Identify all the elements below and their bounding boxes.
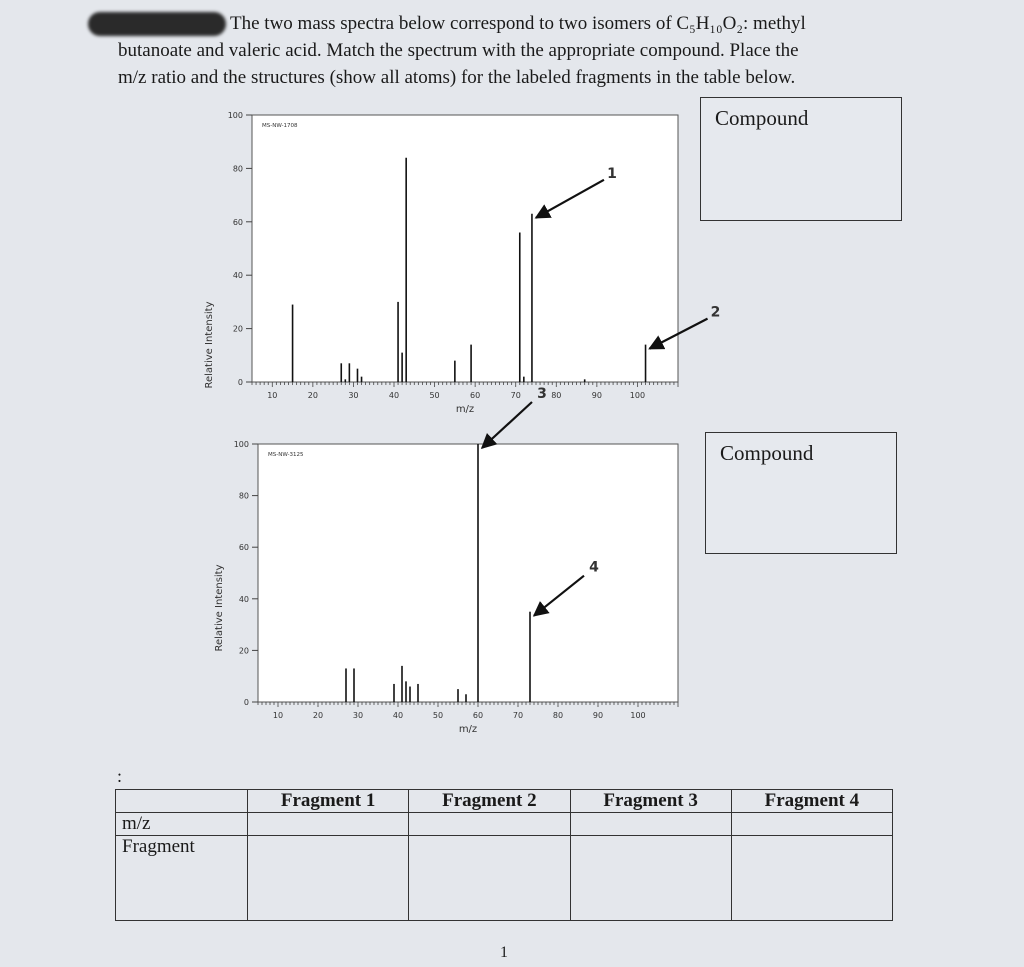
compound-box-1-label: Compound [715, 106, 809, 130]
chart1-title: MS-NW-1708 [262, 123, 298, 129]
mass-spectrum-1 [0, 100, 721, 440]
chart2-title: MS-NW-3125 [268, 452, 304, 458]
table-header-row [116, 790, 893, 813]
chart1-y-tick-label-4: 80 [232, 164, 243, 174]
chart2-x-tick-label-0: 10 [272, 711, 284, 720]
chart1-x-tick-label-5: 60 [470, 391, 481, 400]
chart2-x-tick-label-2: 30 [352, 711, 364, 720]
row-label-fragment: Fragment [116, 836, 248, 921]
chart1-ylabel: Relative Intensity [204, 301, 215, 389]
chart1-y-tick-label-2: 40 [232, 271, 243, 281]
chart1-x-tick-label-0: 10 [267, 391, 278, 400]
mz-cell-2[interactable] [409, 813, 570, 836]
header-fragment-2: Fragment 2 [409, 790, 570, 813]
chart2-x-tick-label-8: 90 [592, 711, 604, 720]
chart1-y-tick-label-3: 60 [232, 217, 243, 227]
fragment-cell-3[interactable] [570, 836, 731, 921]
chart1-x-tick-label-1: 20 [307, 391, 318, 400]
chart1-y-tick-label-0: 0 [237, 378, 243, 387]
chart1-x-tick-label-3: 40 [388, 391, 400, 400]
chart1-annotation-label-2: 2 [710, 304, 721, 321]
header-fragment-3: Fragment 3 [570, 790, 731, 813]
table-row-fragment [116, 836, 893, 921]
header-fragment-4: Fragment 4 [731, 790, 892, 813]
chart2-plot-area [258, 444, 678, 702]
mz-cell-1[interactable] [248, 813, 409, 836]
chart2-x-tick-label-5: 60 [472, 711, 484, 720]
mz-cell-4[interactable] [731, 813, 892, 836]
chart2-xlabel: m/z [458, 724, 478, 735]
chart2-x-tick-label-6: 70 [512, 711, 524, 720]
chart2-x-tick-label-7: 80 [552, 711, 564, 720]
table-row-mz [116, 813, 893, 836]
intro-text [118, 10, 918, 91]
chart2-x-tick-label-1: 20 [312, 711, 324, 720]
fragment-table [115, 789, 893, 921]
intro-line-2: butanoate and valeric acid. Match the spectrum with the appropriate compound. Place the [118, 40, 799, 61]
chart2-y-tick-label-3: 60 [238, 543, 249, 553]
chart2-y-tick-label-4: 80 [238, 491, 249, 501]
chart1-y-tick-label-5: 100 [227, 111, 243, 120]
chart2-y-tick-label-2: 40 [238, 594, 249, 604]
fragment-cell-1[interactable] [248, 836, 409, 921]
chart2-y-tick-label-5: 100 [233, 440, 249, 449]
colon-mark: : [117, 766, 123, 786]
fragment-cell-2[interactable] [409, 836, 570, 921]
chart1-x-tick-label-9: 100 [629, 391, 646, 400]
chart2-x-tick-label-3: 40 [392, 711, 404, 720]
chart1-annotation-label-1: 1 [607, 165, 617, 182]
header-blank [116, 790, 248, 813]
chart2-y-tick-label-1: 20 [238, 646, 249, 656]
mass-spectrum-2 [0, 386, 700, 750]
chart2-y-tick-label-0: 0 [243, 698, 249, 707]
chart2-x-tick-label-9: 100 [630, 711, 646, 720]
chart1-x-tick-label-7: 80 [551, 391, 562, 400]
chart2-x-tick-label-4: 50 [432, 711, 444, 720]
chart1-x-tick-label-2: 30 [348, 391, 359, 400]
page-number: 1 [500, 944, 508, 961]
compound-box-2[interactable] [705, 432, 897, 554]
row-label-mz: m/z [116, 813, 248, 836]
chart1-xlabel: m/z [455, 404, 475, 415]
chart1-x-tick-label-8: 90 [591, 391, 602, 400]
chart1-x-tick-label-4: 50 [429, 391, 440, 400]
header-fragment-1: Fragment 1 [248, 790, 409, 813]
compound-box-1[interactable] [700, 97, 902, 221]
chart2-annotation-label-3: 3 [537, 386, 547, 402]
chart1-x-tick-label-6: 70 [510, 391, 521, 400]
mz-cell-3[interactable] [570, 813, 731, 836]
intro-line-3: m/z ratio and the structures (show all atoms) for the labeled fragments in the table below. [118, 67, 796, 88]
compound-box-2-label: Compound [720, 441, 814, 465]
chart2-ylabel: Relative Intensity [214, 564, 225, 652]
chart1-plot-area [252, 115, 678, 382]
chart1-y-tick-label-1: 20 [232, 324, 243, 334]
chart2-annotation-label-4: 4 [589, 559, 599, 576]
intro-line-1: The two mass spectra below correspond to two isomers of C₅H₁₀O₂: methyl [230, 13, 806, 34]
fragment-cell-4[interactable] [731, 836, 892, 921]
